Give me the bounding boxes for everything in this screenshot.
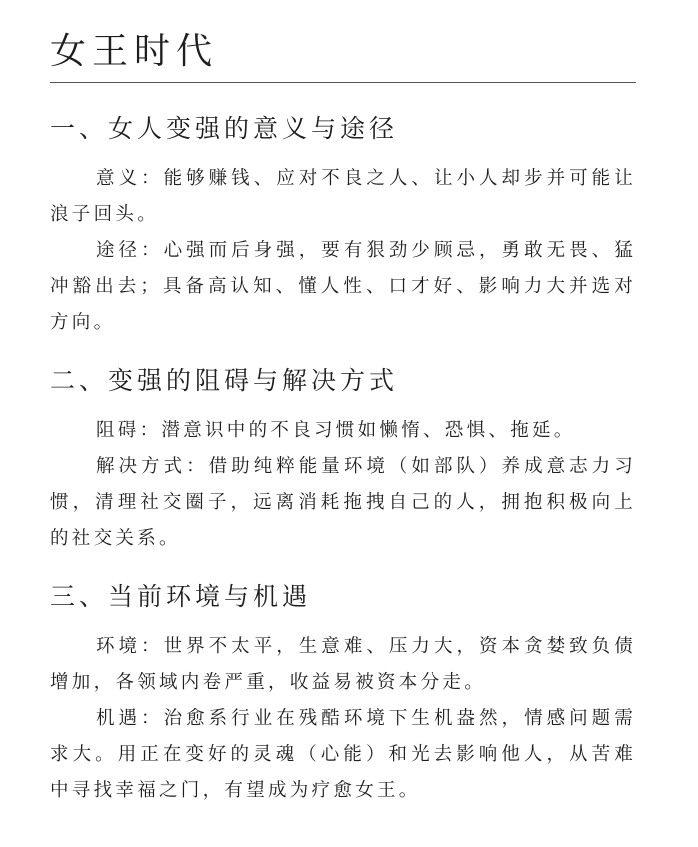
paragraph-solutions: 解决方式：借助纯粹能量环境（如部队）养成意志力习惯，清理社交圈子，远离消耗拖拽自己的人，拥抱积极向上的社交关系。 — [50, 456, 636, 549]
paragraph-meaning: 意义：能够赚钱、应对不良之人、让小人却步并可能让浪子回头。 — [50, 168, 636, 225]
section-heading: 二、变强的阻碍与解决方式 — [50, 366, 399, 395]
section-heading: 三、当前环境与机遇 — [50, 582, 312, 611]
paragraph-environment: 环境：世界不太平，生意难、压力大，资本贪婪致负债增加，各领域内卷严重，收益易被资本分走。 — [50, 636, 636, 693]
document-page — [50, 0, 636, 809]
section-meaning-and-path — [50, 111, 636, 341]
paragraph-opportunity: 机遇：治愈系行业在残酷环境下生机盎然，情感问题需求大。用正在变好的灵魂（心能）和光去影响他人，从苦难中寻找幸福之门，有望成为疗愈女王。 — [50, 708, 636, 801]
section-obstacles-and-solutions — [50, 363, 636, 557]
section-heading: 一、女人变强的意义与途径 — [50, 114, 399, 143]
section-body — [50, 161, 636, 341]
page-title: 女王时代 — [50, 31, 219, 72]
section-environment-and-opportunity — [50, 579, 636, 809]
paragraph-obstacles: 阻碍：潜意识中的不良习惯如懒惰、恐惧、拖延。 — [96, 420, 576, 441]
paragraph-path: 途径：心强而后身强，要有狠劲少顾忌，勇敢无畏、猛冲豁出去；具备高认知、懂人性、口才好、影响力大并选对方向。 — [50, 240, 636, 333]
section-body — [50, 629, 636, 809]
title-divider — [50, 82, 636, 83]
section-body — [50, 413, 636, 557]
